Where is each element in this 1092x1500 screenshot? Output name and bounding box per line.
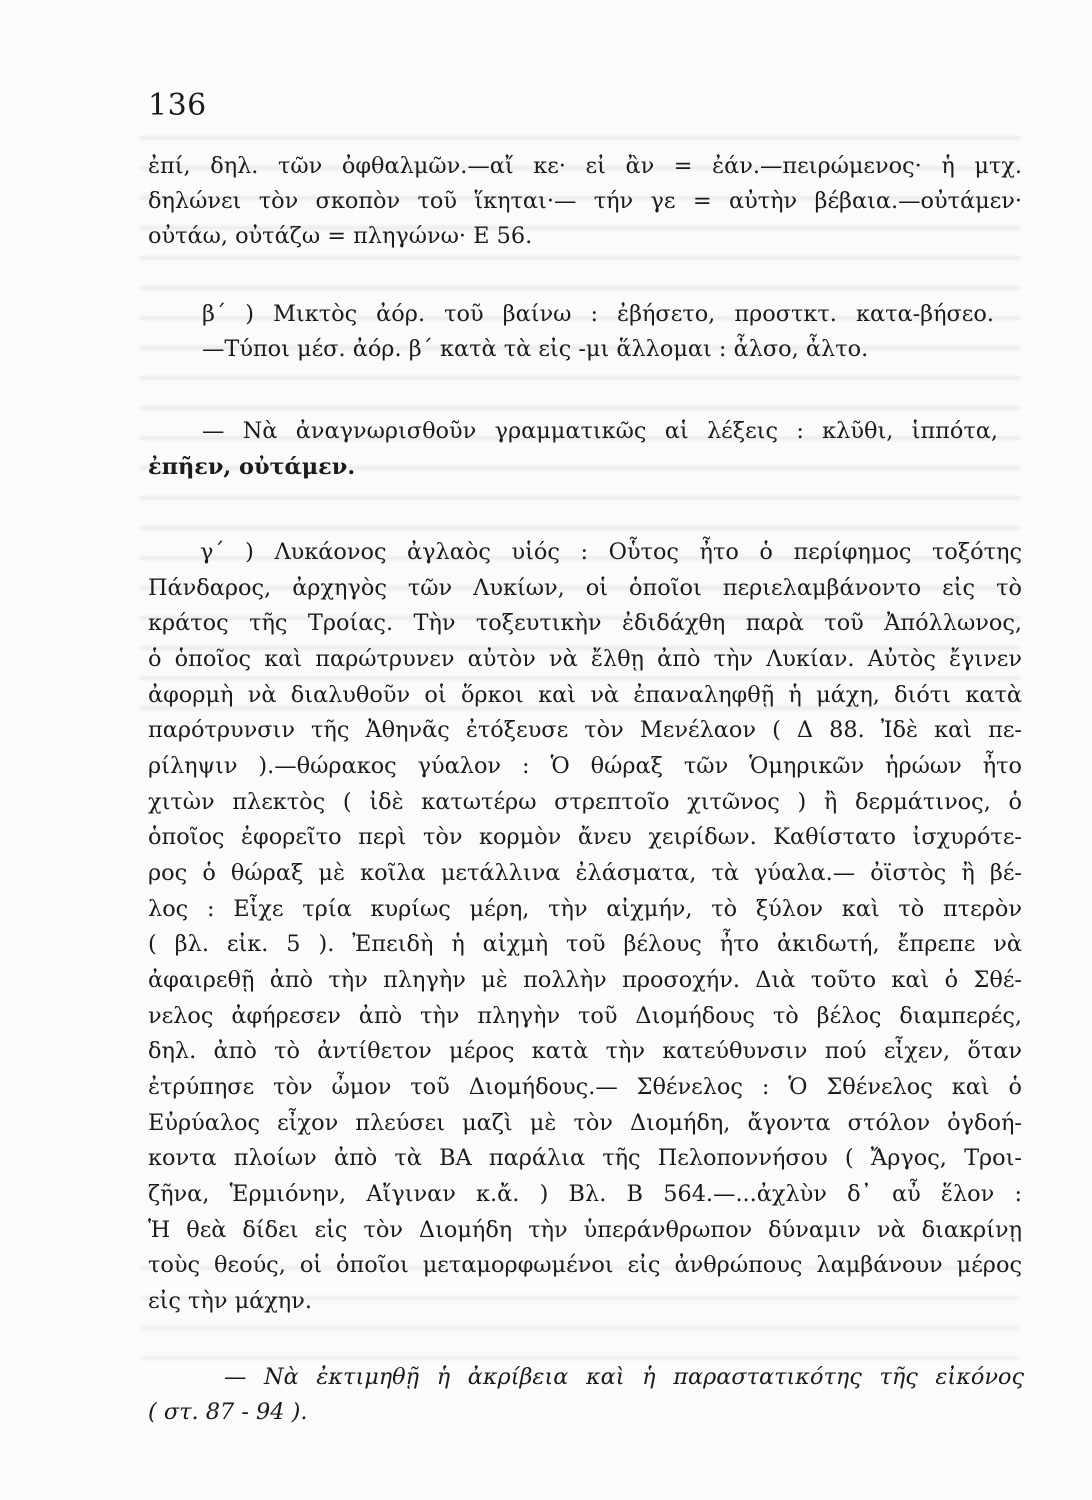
text-line: β΄ ) Μικτὸς ἀόρ. τοῦ βαίνω : ἐβήσετο, προστκτ. κατα-βήσεο. <box>202 301 994 327</box>
text-line: ρος ὁ θώραξ μὲ κοῖλα μετάλλινα ἐλάσματα, τὰ γύαλα.— ὀϊστὸς ἢ βέ- <box>148 860 1022 886</box>
text-line: — Νὰ ἀναγνωρισθοῦν γραμματικῶς αἱ λέξεις : κλῦθι, ἱππότα, <box>202 418 998 444</box>
text-line: ρίληψιν ).—θώρακος γύαλον : Ὁ θώραξ τῶν Ὁμηρικῶν ἡρώων ἦτο <box>148 753 1022 779</box>
text-line: ἀφορμὴ νὰ διαλυθοῦν οἱ ὅρκοι καὶ νὰ ἐπαναληφθῇ ἡ μάχη, διότι κατὰ <box>148 682 1022 708</box>
text-line: νελος ἀφήρεσεν ἀπὸ τὴν πληγὴν τοῦ Διομήδους τὸ βέλος διαμπερές, <box>148 1003 1022 1029</box>
text-line: δηλ. ἀπὸ τὸ ἀντίθετον μέρος κατὰ τὴν κατεύθυνσιν πού εἶχεν, ὅταν <box>148 1038 1022 1064</box>
text-line: ( στ. 87 - 94 ). <box>148 1399 308 1425</box>
text-line: —Τύποι μέσ. ἀόρ. β΄ κατὰ τὰ εἰς -μι ἅλλομαι : ἆλσο, ἆλτο. <box>202 336 869 362</box>
text-line: ἐπῆεν, οὐτάμεν. <box>148 454 356 480</box>
text-line: τοὺς θεούς, οἱ ὁποῖοι μεταμορφωμένοι εἰς ἀνθρώπους λαμβάνουν μέρος <box>148 1252 1022 1278</box>
text-line: ( βλ. εἰκ. 5 ). Ἐπειδὴ ἡ αἰχμὴ τοῦ βέλους ἦτο ἀκιδωτή, ἔπρεπε νὰ <box>148 931 1022 957</box>
text-line: κοντα πλοίων ἀπὸ τὰ ΒΑ παράλια τῆς Πελοποννήσου ( Ἄργος, Τροι- <box>148 1145 1022 1171</box>
text-line: κράτος τῆς Τροίας. Τὴν τοξευτικὴν ἐδιδάχθη παρὰ τοῦ Ἀπόλλωνος, <box>148 610 1022 636</box>
page-number: 136 <box>148 88 207 123</box>
text-line: Πάνδαρος, ἀρχηγὸς τῶν Λυκίων, οἱ ὁποῖοι περιελαμβάνοντο εἰς τὸ <box>148 575 1022 601</box>
text-line: Ἡ θεὰ δίδει εἰς τὸν Διομήδη τὴν ὑπεράνθρωπον δύναμιν νὰ διακρίνῃ <box>148 1217 1022 1243</box>
text-line: Εὐρύαλος εἶχον πλεύσει μαζὶ μὲ τὸν Διομήδη, ἄγοντα στόλον ὀγδοή- <box>148 1110 1022 1136</box>
text-line: ἐτρύπησε τὸν ὦμον τοῦ Διομήδους.— Σθένελος : Ὁ Σθένελος καὶ ὁ <box>148 1074 1022 1100</box>
text-line: λος : Εἶχε τρία κυρίως μέρη, τὴν αἰχμήν, τὸ ξύλον καὶ τὸ πτερὸν <box>148 896 1022 922</box>
text-line: γ΄ ) Λυκάονος ἀγλαὸς υἱός : Οὗτος ἦτο ὁ περίφημος τοξότης <box>200 539 1022 565</box>
text-line: ὁ ὁποῖος καὶ παρώτρυνεν αὐτὸν νὰ ἔλθῃ ἀπὸ τὴν Λυκίαν. Αὐτὸς ἔγινεν <box>148 646 1022 672</box>
text-line: παρότρυνσιν τῆς Ἀθηνᾶς ἐτόξευσε τὸν Μενέλαον ( Δ 88. Ἰδὲ καὶ πε- <box>148 717 1022 743</box>
text-line: ζῆνα, Ἑρμιόνην, Αἴγιναν κ.ἄ. ) Βλ. Β 564.—...ἀχλὺν δ᾽ αὖ ἕλον : <box>148 1181 1022 1207</box>
text-line: ἀφαιρεθῇ ἀπὸ τὴν πληγὴν μὲ πολλὴν προσοχήν. Διὰ τοῦτο καὶ ὁ Σθέ- <box>148 967 1022 993</box>
text-line: — Νὰ ἐκτιμηθῇ ἡ ἀκρίβεια καὶ ἡ παραστατικότης τῆς εἰκόνος <box>224 1364 1024 1390</box>
text-line: χιτὼν πλεκτὸς ( ἰδὲ κατωτέρω στρεπτοῖο χιτῶνος ) ἢ δερμάτινος, ὁ <box>148 789 1022 815</box>
text-line: εἰς τὴν μάχην. <box>148 1288 312 1314</box>
text-line: οὐτάω, οὐτάζω = πληγώνω· Ε 56. <box>148 223 533 249</box>
text-line: ἐπί, δηλ. τῶν ὀφθαλμῶν.—αἴ κε· εἰ ἂν = ἐάν.—πειρώμενος· ἡ μτχ. <box>148 153 1022 179</box>
text-line: δηλώνει τὸν σκοπὸν τοῦ ἵκηται·— τήν γε = αὐτὴν βέβαια.—οὐτάμεν· <box>148 188 1022 214</box>
text-line: ὁποῖος ἐφορεῖτο περὶ τὸν κορμὸν ἄνευ χειρίδων. Καθίστατο ἰσχυρότε- <box>148 824 1022 850</box>
